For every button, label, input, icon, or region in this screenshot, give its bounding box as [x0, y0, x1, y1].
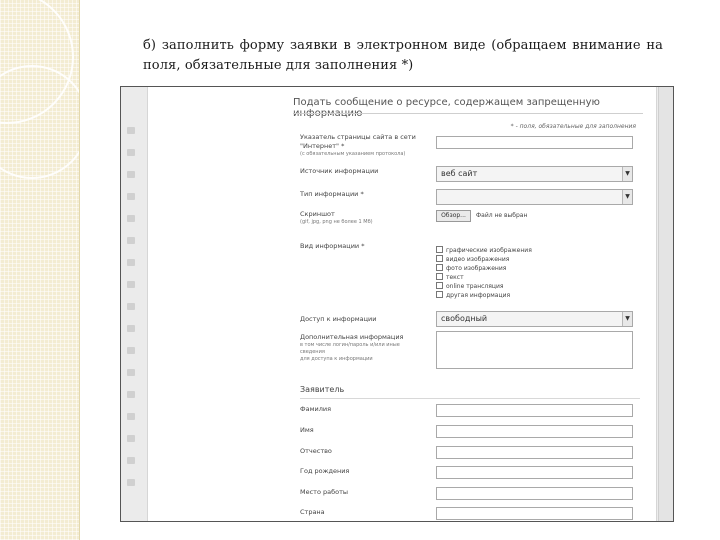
access-label: Доступ к информации [300, 315, 377, 323]
checkbox-icon [436, 273, 443, 280]
form-title: Подать сообщение о ресурсе, содержащем запрещенную [293, 97, 600, 108]
slide-heading: б) заполнить форму заявки в электронном виде (обращаем внимание на поля, обязательные для заполнения *) [143, 38, 663, 73]
checkbox-icon [436, 282, 443, 289]
source-label: Источник информации [300, 167, 379, 175]
applicant-section-title: Заявитель [300, 385, 345, 394]
url-hint: (с обязательным указанием протокола) [300, 151, 406, 157]
kind-option-photo[interactable]: фото изображения [436, 264, 506, 273]
report-form [147, 87, 657, 521]
birth-year-input[interactable] [436, 466, 633, 479]
surname-input[interactable] [436, 404, 633, 417]
name-input[interactable] [436, 425, 633, 438]
section-divider [300, 398, 640, 399]
extra-info-hint: в том числе логин/пароль и/или иные [300, 342, 400, 348]
dropdown-arrow-icon: ▼ [622, 312, 632, 326]
access-select-value: свободный [441, 314, 488, 323]
required-fields-note: * - поля, обязательные для заполнения [510, 123, 636, 130]
checkbox-icon [436, 291, 443, 298]
file-status: Файл не выбран [476, 212, 528, 219]
workplace-input[interactable] [436, 487, 633, 500]
country-input[interactable] [436, 507, 633, 520]
kind-option-text[interactable]: текст [436, 273, 464, 282]
workplace-label: Место работы [300, 488, 349, 496]
checkbox-icon [436, 264, 443, 271]
dropdown-arrow-icon: ▼ [622, 167, 632, 181]
patronymic-label: Отчество [300, 447, 332, 455]
kind-option-other[interactable]: другая информация [436, 291, 510, 300]
page-right-margin [658, 87, 673, 521]
source-select-value: веб сайт [441, 169, 478, 178]
name-label: Имя [300, 426, 314, 434]
kind-option-stream[interactable]: online трансляция [436, 282, 503, 291]
access-select[interactable] [436, 311, 633, 327]
kind-option-video[interactable]: видео изображения [436, 255, 509, 264]
type-label: Тип информации * [300, 190, 364, 198]
screenshot-hint: (gif, jpg, png не более 1 Мб) [300, 219, 373, 225]
title-divider [293, 113, 643, 114]
type-select[interactable] [436, 189, 633, 205]
kind-option-graphics[interactable]: графические изображения [436, 246, 532, 255]
decorative-circle [0, 65, 80, 179]
surname-label: Фамилия [300, 405, 331, 413]
country-label: Страна [300, 508, 325, 516]
url-input[interactable] [436, 136, 633, 149]
birth-year-label: Год рождения [300, 467, 350, 475]
kind-label: Вид информации * [300, 242, 365, 250]
page-left-margin [121, 87, 147, 521]
extra-info-textarea[interactable] [436, 331, 633, 369]
browse-button[interactable]: Обзор... [436, 210, 471, 222]
extra-info-hint: для доступа к информации [300, 356, 373, 362]
sidebar-divider [79, 0, 80, 540]
dropdown-arrow-icon: ▼ [622, 190, 632, 204]
screenshot-label: Скриншот (gif, jpg, png не более 1 Мб) [300, 210, 420, 226]
decorative-sidebar [0, 0, 80, 540]
url-label: Указатель страницы сайта в сети "Интернет" * (с обязательным указанием протокола) [300, 133, 420, 158]
patronymic-input[interactable] [436, 446, 633, 459]
source-select[interactable] [436, 166, 633, 182]
form-screenshot [120, 86, 674, 522]
checkbox-icon [436, 246, 443, 253]
extra-info-label: Дополнительная информация в том числе логин/пароль и/или иные сведения для доступа к информации [300, 333, 425, 363]
checkbox-icon [436, 255, 443, 262]
extra-info-hint: сведения [300, 349, 325, 355]
